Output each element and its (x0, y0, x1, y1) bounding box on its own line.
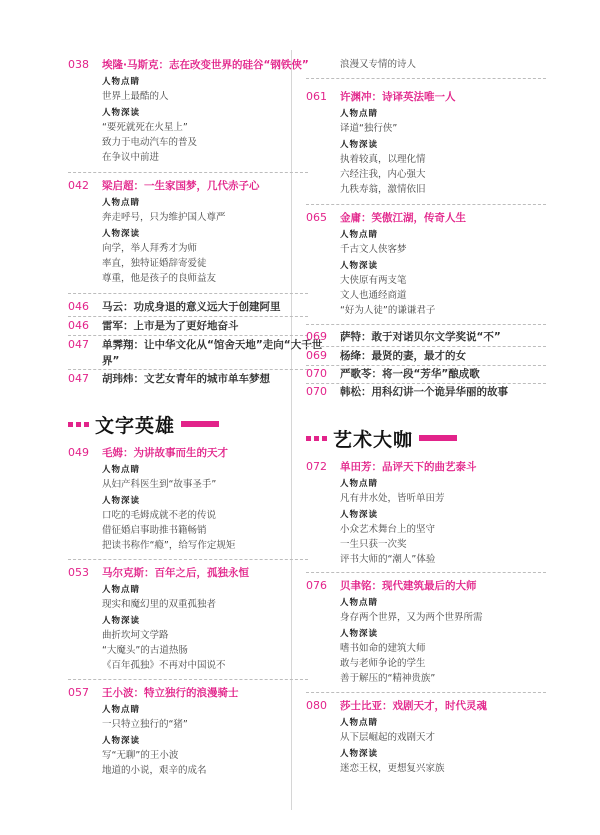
entry-title: 贝聿铭：现代建筑最后的大师 (340, 580, 477, 592)
page-number: 046 (68, 319, 89, 332)
entry-title: 金庸：笑傲江湖，传奇人生 (340, 212, 466, 224)
deep-line: 迷恋王权，更想复兴家族 (340, 763, 445, 774)
toc-entry-short[interactable] (68, 337, 328, 369)
divider (306, 572, 546, 573)
entry-title: 毛姆：为讲故事而生的天才 (102, 447, 228, 459)
entry-title: 单霁翔：让中华文化从“馆舍天地”走向“大千世界” (102, 339, 323, 367)
deep-line: 在争议中前进 (102, 152, 160, 163)
divider (306, 346, 546, 347)
entry-title: 马尔克斯：百年之后，孤独永恒 (102, 567, 249, 579)
deep-line: 文人也通经商道 (340, 290, 407, 301)
divider (306, 324, 546, 325)
deep-line: 评书大师的“潮人”体验 (340, 554, 436, 565)
section-label-point: 人物点睛 (102, 198, 141, 208)
page-number: 072 (306, 460, 327, 473)
deep-line: 把读书称作“瘾”，给写作定规矩 (102, 540, 236, 551)
section-label-deep: 人物深读 (102, 496, 141, 506)
section-label-deep: 人物深读 (340, 261, 379, 271)
page-number: 049 (68, 446, 89, 459)
deep-line: 曲折坎坷文学路 (102, 630, 169, 641)
section-label-deep: 人物深读 (340, 510, 379, 520)
toc-entry[interactable] (306, 210, 566, 318)
page-number: 070 (306, 385, 327, 398)
section-bar (181, 421, 219, 427)
section-bar (419, 435, 457, 441)
continuation-text (306, 57, 566, 72)
deep-line: 嗜书如命的建筑大师 (340, 643, 426, 654)
entry-title: 梁启超：一生家国梦，几代赤子心 (102, 180, 260, 192)
section-label-point: 人物点睛 (340, 230, 379, 240)
toc-entry-short[interactable] (68, 318, 328, 334)
deep-line: 一生只获一次奖 (340, 539, 407, 550)
section-label-deep: 人物深读 (102, 108, 141, 118)
divider (306, 692, 546, 693)
point-line: 从下层崛起的戏剧天才 (340, 732, 436, 743)
entry-title: 杨绛：最贤的妻，最才的女 (340, 350, 466, 362)
page-number: 046 (68, 300, 89, 313)
toc-entry-short[interactable] (306, 348, 566, 364)
divider (68, 316, 308, 317)
deep-line: 借征婚启事助推书籍畅销 (102, 525, 207, 536)
entry-title: 马云：功成身退的意义远大于创建阿里 (102, 301, 281, 313)
section-label-deep: 人物深读 (102, 736, 141, 746)
section-label-deep: 人物深读 (340, 749, 379, 759)
entry-title: 莎士比亚：戏剧天才，时代灵魂 (340, 700, 487, 712)
point-line: 现实和魔幻里的双重孤独者 (102, 599, 217, 610)
page-number: 065 (306, 211, 327, 224)
section-label-point: 人物点睛 (340, 718, 379, 728)
page-number: 069 (306, 349, 327, 362)
page-number: 053 (68, 566, 89, 579)
toc-entry[interactable] (306, 578, 566, 686)
entry-title: 王小波：特立独行的浪漫骑士 (102, 687, 239, 699)
deep-line: 善于解压的“精神贵族” (340, 673, 436, 684)
toc-entry-short[interactable] (306, 366, 566, 382)
deep-line: 致力于电动汽车的普及 (102, 137, 198, 148)
deep-line: 九秩寿翁，激情依旧 (340, 184, 426, 195)
point-line: 从妇产科医生到“故事圣手” (102, 479, 217, 490)
entry-title: 萨特：敢于对诺贝尔文学奖说“不” (340, 331, 501, 343)
toc-entry[interactable] (68, 565, 328, 673)
page-number: 076 (306, 579, 327, 592)
toc-entry[interactable] (306, 459, 566, 567)
section-dots (306, 436, 327, 441)
section-heading (68, 410, 219, 438)
page-number: 057 (68, 686, 89, 699)
deep-line: “大魔头”的古道热肠 (102, 645, 188, 656)
section-label-point: 人物点睛 (340, 479, 379, 489)
divider (68, 369, 308, 370)
divider (68, 559, 308, 560)
deep-line: 写“无聊”的王小波 (102, 750, 179, 761)
divider (68, 172, 308, 173)
deep-line: 率直，独特证婚辞寄爱徒 (102, 258, 207, 269)
toc-entry[interactable] (68, 178, 328, 286)
page-number: 042 (68, 179, 89, 192)
entry-title: 韩松：用科幻讲一个诡异华丽的故事 (340, 386, 508, 398)
toc-entry[interactable] (306, 89, 566, 197)
divider (68, 679, 308, 680)
entry-title: 单田芳：品评天下的曲艺泰斗 (340, 461, 477, 473)
deep-line: 口吃的毛姆成就不老的传说 (102, 510, 217, 521)
point-line: 一只特立独行的“猪” (102, 719, 188, 730)
section-label-point: 人物点睛 (102, 77, 141, 87)
deep-line: 六经注我，内心强大 (340, 169, 426, 180)
section-title: 文字英雄 (95, 414, 176, 437)
point-line: 世界上最酷的人 (102, 91, 169, 102)
point-line: 译道“独行侠” (340, 123, 398, 134)
page-number: 080 (306, 699, 327, 712)
toc-entry[interactable] (68, 685, 328, 778)
deep-line: 执着较真，以理化情 (340, 154, 426, 165)
section-heading (306, 424, 457, 452)
toc-entry[interactable] (68, 57, 328, 165)
page-number: 061 (306, 90, 327, 103)
divider (306, 204, 546, 205)
section-title: 艺术大咖 (333, 428, 414, 451)
divider (68, 335, 308, 336)
deep-line: “要死就死在火星上” (102, 122, 188, 133)
section-label-point: 人物点睛 (102, 465, 141, 475)
deep-line: 尊重，他是孩子的良师益友 (102, 273, 217, 284)
point-line: 凡有井水处，皆听单田芳 (340, 493, 445, 504)
divider (68, 293, 308, 294)
section-label-point: 人物点睛 (102, 585, 141, 595)
deep-line: “好为人徒”的谦谦君子 (340, 305, 436, 316)
toc-entry-short[interactable] (68, 299, 328, 315)
section-label-point: 人物点睛 (102, 705, 141, 715)
section-label-point: 人物点睛 (340, 598, 379, 608)
toc-entry[interactable] (68, 445, 328, 553)
entry-title: 雷军：上市是为了更好地奋斗 (102, 320, 239, 332)
section-label-deep: 人物深读 (340, 629, 379, 639)
toc-entry-short[interactable] (306, 384, 566, 400)
entry-title: 胡玮炜：文艺女青年的城市单车梦想 (102, 373, 270, 385)
page-number: 038 (68, 58, 89, 71)
section-dots (68, 422, 89, 427)
deep-line: 大侠原有两支笔 (340, 275, 407, 286)
page-number: 070 (306, 367, 327, 380)
section-label-deep: 人物深读 (102, 616, 141, 626)
entry-title: 埃隆·马斯克：志在改变世界的硅谷“钢铁侠” (102, 59, 309, 71)
deep-line: 敢与老师争论的学生 (340, 658, 426, 669)
point-line: 奔走呼号，只为维护国人尊严 (102, 212, 226, 223)
deep-line: 《百年孤独》不再对中国说不 (102, 660, 226, 671)
section-label-point: 人物点睛 (340, 109, 379, 119)
page-number: 047 (68, 338, 89, 351)
section-label-deep: 人物深读 (340, 140, 379, 150)
page-number: 047 (68, 372, 89, 385)
deep-line: 地道的小说，艰辛的成名 (102, 765, 207, 776)
section-label-deep: 人物深读 (102, 229, 141, 239)
page-number: 069 (306, 330, 327, 343)
toc-entry-short[interactable] (306, 329, 566, 345)
toc-entry-short[interactable] (68, 371, 328, 387)
deep-line: 小众艺术舞台上的坚守 (340, 524, 436, 535)
entry-title: 严歌苓：将一段“芳华”酿成歌 (340, 368, 480, 380)
deep-line: 向学，举人拜秀才为师 (102, 243, 198, 254)
continuation-line: 浪漫又专情的诗人 (340, 59, 417, 70)
entry-title: 许渊冲：诗译英法唯一人 (340, 91, 456, 103)
toc-entry[interactable] (306, 698, 566, 776)
divider (306, 78, 546, 79)
point-line: 千古文人侠客梦 (340, 244, 407, 255)
point-line: 身存两个世界，又为两个世界所需 (340, 612, 483, 623)
